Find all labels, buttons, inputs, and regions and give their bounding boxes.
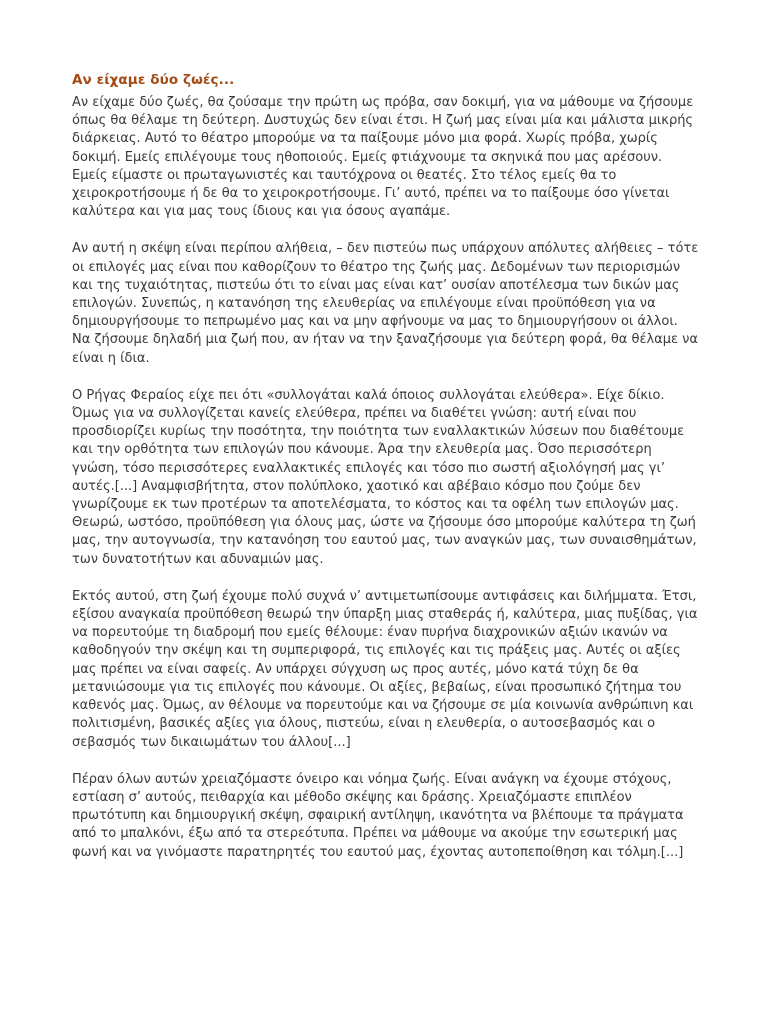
paragraph-4: Εκτός αυτού, στη ζωή έχουμε πολύ συχνά ν’ αντιμετωπίσουμε αντιφάσεις και διλήμματα. Έτσι, εξίσου αναγκαία προϋπόθεση θεωρώ την ύπαρξη μιας σταθεράς ή, καλύτερα, μιας πυξίδας, για να πορευτούμε τη διαδρομή που εμείς θέλουμε: έναν πυρήνα διαχρονικών αξιών ικανών να καθοδηγούν την σκέψη και τη συμπεριφορά, τις επιλογές και τις πράξεις μας. Αυτές οι αξίες μας πρέπει να είναι σαφείς. Αν υπάρχει σύγχυση ως προς αυτές, μόνο κατά τύχη δε θα μετανιώσουμε για τις επιλογές που κάνουμε. Οι αξίες, βεβαίως, είναι προσωπικό ζήτημα του καθενός μας. Όμως, αν θέλουμε να πορευτούμε και να ζήσουμε σε μία κοινωνία ανθρώπινη και πολιτισμένη, βασικές αξίες για όλους, πιστεύω, είναι η ελευθερία, ο αυτοσεβασμός και ο σεβασμός των δικαιωμάτων του άλλου[...]: [72, 588, 698, 750]
article-title: Αν είχαμε δύο ζωές...: [72, 72, 235, 88]
paragraph-1: Αν είχαμε δύο ζωές, θα ζούσαμε την πρώτη ως πρόβα, σαν δοκιμή, για να μάθουμε να ζήσουμε όπως θα θέλαμε τη δεύτερη. Δυστυχώς δεν είναι έτσι. Η ζωή μας είναι μία και μάλιστα μικρής διάρκειας. Αυτό το θέατρο μπορούμε να τα παίξουμε μόνο μια φορά. Χωρίς πρόβα, χωρίς δοκιμή. Εμείς επιλέγουμε τους ηθοποιούς. Εμείς φτιάχνουμε τα σκηνικά που μας αρέσουν. Εμείς είμαστε οι πρωταγωνιστές και ταυτόχρονα οι θεατές. Στο τέλος εμείς θα το χειροκροτήσουμε ή δε θα το χειροκροτήσουμε. Γι’ αυτό, πρέπει να το παίξουμε όσο γίνεται καλύτερα και για μας τους ίδιους και για όσους αγαπάμε.: [72, 95, 694, 220]
paragraph-3: Ο Ρήγας Φεραίος είχε πει ότι «συλλογάται καλά όποιος συλλογάται ελεύθερα». Είχε δίκιο. Όμως για να συλλογίζεται κανείς ελεύθερα, πρέπει να διαθέτει γνώση: αυτή είναι που προσδιορίζει κυρίως την ποσότητα, την ποιότητα των εναλλακτικών λύσεων που διαθέτουμε και την ορθότητα των επιλογών που κάνουμε. Άρα την ελευθερία μας. Όσο περισσότερη γνώση, τόσο περισσότερες εναλλακτικές επιλογές και τόσο πιο σωστή αξιολόγησή μας γι’ αυτές.[...] Αναμφισβήτητα, στον πολύπλοκο, χαοτικό και αβέβαιο κόσμο που ζούμε δεν γνωρίζουμε εκ των προτέρων τα αποτελέσματα, το κόστος και τα οφέλη των επιλογών μας. Θεωρώ, ωστόσο, προϋπόθεση για όλους μας, ώστε να ζήσουμε όσο μπορούμε καλύτερα τη ζωή μας, την αυτογνωσία, την κατανόηση του εαυτού μας, των αναγκών μας, των συναισθημάτων, των δυνατοτήτων και αδυναμιών μας.: [72, 387, 697, 567]
paragraph-5: Πέραν όλων αυτών χρειαζόμαστε όνειρο και νόημα ζωής. Είναι ανάγκη να έχουμε στόχους, εστίαση σ’ αυτούς, πειθαρχία και μέθοδο σκέψης και δράσης. Χρειαζόμαστε επιπλέον πρωτότυπη και δημιουργική σκέψη, σφαιρική αντίληψη, ικανότητα να βλέπουμε τα πράγματα από το μπαλκόνι, έξω από τα στερεότυπα. Πρέπει να μάθουμε να ακούμε την εσωτερική μας φωνή και να γινόμαστε παρατηρητές του εαυτού μας, έχοντας αυτοπεποίθηση και τόλμη.[...]: [72, 771, 684, 860]
paragraph-2: Αν αυτή η σκέψη είναι περίπου αλήθεια, – δεν πιστεύω πως υπάρχουν απόλυτες αλήθειες – τότε οι επιλογές μας είναι που καθορίζουν το θέατρο της ζωής μας. Δεδομένων των περιορισμών και της τυχαιότητας, πιστεύω ότι το είναι μας είναι κατ’ ουσίαν αποτέλεσμα των δικών μας επιλογών. Συνεπώς, η κατανόηση της ελευθερίας να επιλέγουμε είναι προϋπόθεση για να δημιουργήσουμε το πεπρωμένο μας και να μην αφήνουμε να μας το δημιουργήσουν οι άλλοι. Να ζήσουμε δηλαδή μια ζωή που, αν ήταν να την ξαναζήσουμε για δεύτερη φορά, θα θέλαμε να είναι η ίδια.: [72, 241, 699, 366]
article: [72, 70, 700, 881]
